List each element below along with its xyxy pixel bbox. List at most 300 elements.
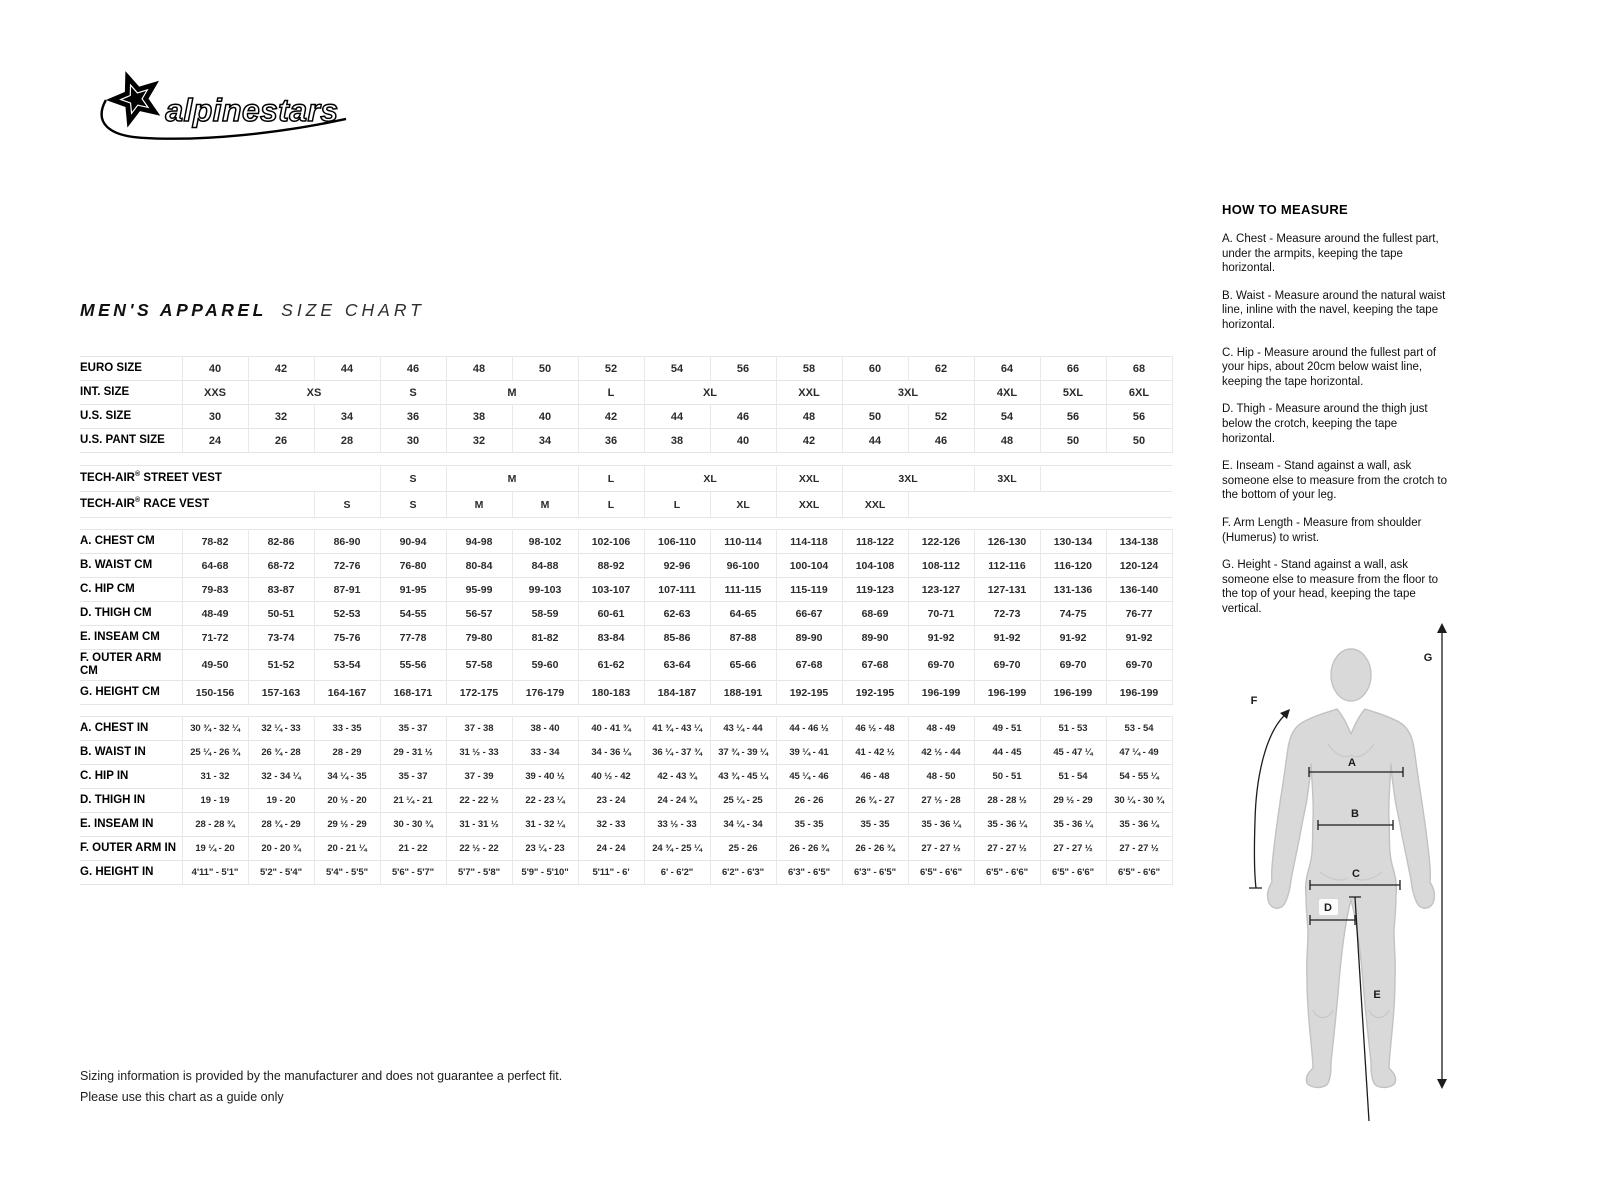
size-cell: 115-119 xyxy=(776,578,842,602)
table-row xyxy=(80,405,1172,429)
size-cell: 96-100 xyxy=(710,554,776,578)
size-cell: 54 - 55 ¼ xyxy=(1106,765,1172,789)
size-cell: XXS xyxy=(182,381,248,405)
size-cell: 69-70 xyxy=(908,650,974,681)
size-cell: M xyxy=(446,492,512,518)
size-cell: 24 - 24 xyxy=(578,837,644,861)
size-cell: 184-187 xyxy=(644,681,710,705)
size-cell: 46 xyxy=(380,357,446,381)
size-cell: 50 - 51 xyxy=(974,765,1040,789)
row-label: B. WAIST CM xyxy=(80,558,153,571)
table-row xyxy=(80,741,1172,765)
size-cell: 87-91 xyxy=(314,578,380,602)
size-cell: 104-108 xyxy=(842,554,908,578)
size-cell: 54-55 xyxy=(380,602,446,626)
size-cell: XL xyxy=(644,466,776,492)
size-cell: 6'3" - 6'5" xyxy=(842,861,908,885)
size-cell: 48 xyxy=(776,405,842,429)
size-cell: 77-78 xyxy=(380,626,446,650)
size-cell: 21 - 22 xyxy=(380,837,446,861)
size-cell: 50-51 xyxy=(248,602,314,626)
size-cell: 20 - 20 ¾ xyxy=(248,837,314,861)
size-cell: 28 - 28 ½ xyxy=(974,789,1040,813)
size-cell: XL xyxy=(710,492,776,518)
table-row xyxy=(80,530,1172,554)
size-cell: 91-92 xyxy=(908,626,974,650)
size-cell: 112-116 xyxy=(974,554,1040,578)
size-cell: 66-67 xyxy=(776,602,842,626)
blank-cell xyxy=(1040,466,1172,492)
size-cell: 68 xyxy=(1106,357,1172,381)
table-row xyxy=(80,429,1172,453)
size-cell: 81-82 xyxy=(512,626,578,650)
size-cell: 22 - 22 ½ xyxy=(446,789,512,813)
size-cell: 26 - 26 ¾ xyxy=(776,837,842,861)
figure-label-thigh: D xyxy=(1324,902,1332,914)
measure-instruction: G. Height - Stand against a wall, ask someone else to measure from the floor to the top of your head, keeping the tape vertical. xyxy=(1222,559,1439,615)
size-cell: 35 - 36 ¼ xyxy=(908,813,974,837)
size-cell: 56 xyxy=(1040,405,1106,429)
size-cell: 3XL xyxy=(842,466,974,492)
size-cell: 98-102 xyxy=(512,530,578,554)
table-group-vest xyxy=(80,465,1172,518)
size-cell: 29 - 31 ½ xyxy=(380,741,446,765)
page-title xyxy=(80,300,425,321)
size-cell: 56 xyxy=(710,357,776,381)
size-cell: 46 xyxy=(908,429,974,453)
table-row xyxy=(80,492,1172,518)
table-row xyxy=(80,466,1172,492)
size-cell: 32 - 34 ¼ xyxy=(248,765,314,789)
alpinestars-wordmark: alpinestars xyxy=(165,91,339,128)
size-cell: 52 xyxy=(578,357,644,381)
size-cell: 5XL xyxy=(1040,381,1106,405)
size-cell: 48 xyxy=(974,429,1040,453)
measure-instruction: F. Arm Length - Measure from shoulder (Humerus) to wrist. xyxy=(1222,516,1422,544)
footer-line-1: Sizing information is provided by the manufacturer and does not guarantee a perfect fit. xyxy=(80,1069,563,1083)
table-row xyxy=(80,626,1172,650)
size-cell: 69-70 xyxy=(1040,650,1106,681)
size-cell: 196-199 xyxy=(908,681,974,705)
size-cell: 188-191 xyxy=(710,681,776,705)
size-cell: 53-54 xyxy=(314,650,380,681)
size-cell: 51 - 53 xyxy=(1040,717,1106,741)
size-cell: 114-118 xyxy=(776,530,842,554)
size-cell: 50 xyxy=(1106,429,1172,453)
size-cell: 26 ¾ - 28 xyxy=(248,741,314,765)
size-cell: 24 - 24 ¾ xyxy=(644,789,710,813)
size-cell: 103-107 xyxy=(578,578,644,602)
size-cell: 6XL xyxy=(1106,381,1172,405)
size-cell: 36 xyxy=(380,405,446,429)
size-cell: 91-92 xyxy=(1106,626,1172,650)
size-cell: 46 ½ - 48 xyxy=(842,717,908,741)
size-cell: 19 - 20 xyxy=(248,789,314,813)
size-cell: XXL xyxy=(776,492,842,518)
size-cell: 55-56 xyxy=(380,650,446,681)
measure-instruction: C. Hip - Measure around the fullest part of your hips, about 20cm below waist line, keeping the tape horizontal. xyxy=(1222,346,1437,388)
size-cell: 116-120 xyxy=(1040,554,1106,578)
size-cell: 90-94 xyxy=(380,530,446,554)
size-cell: 56 xyxy=(1106,405,1172,429)
row-label: U.S. SIZE xyxy=(80,409,132,422)
size-cell: 126-130 xyxy=(974,530,1040,554)
row-label: TECH-AIR® RACE VEST xyxy=(80,497,210,511)
size-cell: 26 - 26 xyxy=(776,789,842,813)
size-cell: 37 - 38 xyxy=(446,717,512,741)
size-cell: 27 - 27 ½ xyxy=(1040,837,1106,861)
size-cell: 34 ¼ - 35 xyxy=(314,765,380,789)
measure-instruction: E. Inseam - Stand against a wall, ask someone else to measure from the crotch to the bottom of your leg. xyxy=(1222,460,1447,502)
size-cell: 58-59 xyxy=(512,602,578,626)
size-cell: 64-65 xyxy=(710,602,776,626)
size-cell: 91-92 xyxy=(974,626,1040,650)
size-cell: 66 xyxy=(1040,357,1106,381)
size-cell: 57-58 xyxy=(446,650,512,681)
size-cell: 39 ¼ - 41 xyxy=(776,741,842,765)
size-cell: 36 ¼ - 37 ¾ xyxy=(644,741,710,765)
size-cell: 164-167 xyxy=(314,681,380,705)
size-cell: 31 - 32 ¼ xyxy=(512,813,578,837)
size-cell: 22 - 23 ¼ xyxy=(512,789,578,813)
size-cell: 25 - 26 xyxy=(710,837,776,861)
size-cell: 42 xyxy=(776,429,842,453)
size-cell: 39 - 40 ½ xyxy=(512,765,578,789)
figure-label-hip: C xyxy=(1352,868,1360,880)
footer-line-2: Please use this chart as a guide only xyxy=(80,1089,284,1104)
size-cell: 36 xyxy=(578,429,644,453)
size-cell: 120-124 xyxy=(1106,554,1172,578)
size-cell: 44 - 45 xyxy=(974,741,1040,765)
size-cell: 25 ¼ - 26 ¾ xyxy=(182,741,248,765)
size-cell: 27 - 27 ½ xyxy=(1106,837,1172,861)
size-cell: 95-99 xyxy=(446,578,512,602)
size-cell: 26 ¾ - 27 xyxy=(842,789,908,813)
size-cell: XXL xyxy=(776,381,842,405)
size-cell: 30 - 30 ¾ xyxy=(380,813,446,837)
how-to-measure-heading: HOW TO MEASURE xyxy=(1222,202,1349,217)
size-cell: 46 - 48 xyxy=(842,765,908,789)
size-cell: 34 xyxy=(314,405,380,429)
size-cell: 196-199 xyxy=(1040,681,1106,705)
table-row xyxy=(80,681,1172,705)
size-cell: 58 xyxy=(776,357,842,381)
size-cell: 31 ½ - 33 xyxy=(446,741,512,765)
blank-cell xyxy=(908,492,1172,518)
size-cell: 48-49 xyxy=(182,602,248,626)
size-cell: 19 ¼ - 20 xyxy=(182,837,248,861)
size-cell: 150-156 xyxy=(182,681,248,705)
size-cell: 106-110 xyxy=(644,530,710,554)
size-cell: 82-86 xyxy=(248,530,314,554)
size-cell: XXL xyxy=(776,466,842,492)
size-cell: 40 xyxy=(182,357,248,381)
size-cell: 32 ¼ - 33 xyxy=(248,717,314,741)
size-cell: 5'6" - 5'7" xyxy=(380,861,446,885)
size-cell: 127-131 xyxy=(974,578,1040,602)
size-cell: L xyxy=(578,466,644,492)
size-cell: 6'5" - 6'6" xyxy=(974,861,1040,885)
alpinestars-logo xyxy=(84,66,352,148)
body-figure xyxy=(1228,616,1450,1136)
size-cell: 157-163 xyxy=(248,681,314,705)
size-cell: 40 xyxy=(512,405,578,429)
size-cell: 28 - 28 ¾ xyxy=(182,813,248,837)
size-cell: 20 - 21 ¼ xyxy=(314,837,380,861)
figure-head xyxy=(1331,649,1371,701)
size-cell: 130-134 xyxy=(1040,530,1106,554)
size-cell: 23 - 24 xyxy=(578,789,644,813)
size-cell: 29 ½ - 29 xyxy=(314,813,380,837)
size-cell: 86-90 xyxy=(314,530,380,554)
size-cell: 46 xyxy=(710,405,776,429)
size-cell: 110-114 xyxy=(710,530,776,554)
height-arrow-bottom xyxy=(1437,1079,1447,1089)
size-cell: 67-68 xyxy=(776,650,842,681)
size-cell: 20 ½ - 20 xyxy=(314,789,380,813)
size-cell: 3XL xyxy=(842,381,974,405)
size-cell: 32 xyxy=(446,429,512,453)
size-cell: 122-126 xyxy=(908,530,974,554)
row-label: F. OUTER ARM CM xyxy=(80,652,162,678)
size-cell: 45 - 47 ¼ xyxy=(1040,741,1106,765)
size-cell: 26 - 26 ¾ xyxy=(842,837,908,861)
size-cell: 35 - 37 xyxy=(380,717,446,741)
size-cell: 50 xyxy=(1040,429,1106,453)
row-label: E. INSEAM IN xyxy=(80,818,154,831)
size-cell: 27 - 27 ½ xyxy=(908,837,974,861)
size-cell: 40 xyxy=(710,429,776,453)
size-cell: 27 ½ - 28 xyxy=(908,789,974,813)
figure-label-inseam: E xyxy=(1373,989,1381,1001)
row-label: G. HEIGHT IN xyxy=(80,866,154,879)
size-cell: 176-179 xyxy=(512,681,578,705)
arm-line-arrow xyxy=(1280,709,1290,719)
table-row xyxy=(80,789,1172,813)
size-cell: XS xyxy=(248,381,380,405)
size-cell: 123-127 xyxy=(908,578,974,602)
table-row xyxy=(80,717,1172,741)
size-cell: 111-115 xyxy=(710,578,776,602)
size-cell: M xyxy=(446,381,578,405)
size-cell: 6'3" - 6'5" xyxy=(776,861,842,885)
measure-instruction: B. Waist - Measure around the natural waist line, inline with the navel, keeping the tape horizontal. xyxy=(1222,289,1446,331)
size-cell: 34 - 36 ¼ xyxy=(578,741,644,765)
size-cell: 5'2" - 5'4" xyxy=(248,861,314,885)
size-cell: 43 ¾ - 45 ¼ xyxy=(710,765,776,789)
size-cell: 48 - 50 xyxy=(908,765,974,789)
size-cell: 33 - 35 xyxy=(314,717,380,741)
size-cell: 79-83 xyxy=(182,578,248,602)
size-cell: 75-76 xyxy=(314,626,380,650)
size-cell: 35 - 36 ¼ xyxy=(1040,813,1106,837)
size-cell: 29 ½ - 29 xyxy=(1040,789,1106,813)
size-cell: 35 - 35 xyxy=(776,813,842,837)
row-label: C. HIP IN xyxy=(80,770,129,783)
size-cell: 91-92 xyxy=(1040,626,1106,650)
size-cell: 91-95 xyxy=(380,578,446,602)
size-cell: 44 xyxy=(644,405,710,429)
table-row xyxy=(80,765,1172,789)
size-cell: 54 xyxy=(644,357,710,381)
size-cell: 63-64 xyxy=(644,650,710,681)
size-cell: 5'7" - 5'8" xyxy=(446,861,512,885)
measure-instruction: A. Chest - Measure around the fullest part, under the armpits, keeping the tape horizontal. xyxy=(1222,233,1439,275)
size-cell: M xyxy=(446,466,578,492)
size-cell: 30 xyxy=(380,429,446,453)
size-cell: 35 - 35 xyxy=(842,813,908,837)
size-cell: 48 - 49 xyxy=(908,717,974,741)
size-cell: 68-69 xyxy=(842,602,908,626)
table-row xyxy=(80,554,1172,578)
size-cell: 5'4" - 5'5" xyxy=(314,861,380,885)
size-cell: S xyxy=(380,381,446,405)
size-cell: 50 xyxy=(512,357,578,381)
size-cell: 24 ¾ - 25 ¼ xyxy=(644,837,710,861)
body-figure-graphic xyxy=(1228,616,1450,1131)
size-cell: 34 ¼ - 34 xyxy=(710,813,776,837)
size-cell: 83-84 xyxy=(578,626,644,650)
size-cell: L xyxy=(644,492,710,518)
size-cell: 40 - 41 ¾ xyxy=(578,717,644,741)
size-cell: 40 ½ - 42 xyxy=(578,765,644,789)
size-cell: L xyxy=(578,381,644,405)
size-cell: 42 xyxy=(578,405,644,429)
size-cell: L xyxy=(578,492,644,518)
size-cell: 172-175 xyxy=(446,681,512,705)
size-cell: 4XL xyxy=(974,381,1040,405)
table-row xyxy=(80,650,1172,681)
row-label: G. HEIGHT CM xyxy=(80,686,160,699)
size-cell: 37 ¾ - 39 ¼ xyxy=(710,741,776,765)
size-cell: 102-106 xyxy=(578,530,644,554)
row-label: TECH-AIR® STREET VEST xyxy=(80,471,222,485)
size-cell: 6' - 6'2" xyxy=(644,861,710,885)
size-cell: S xyxy=(380,492,446,518)
table-row xyxy=(80,357,1172,381)
size-cell: 76-77 xyxy=(1106,602,1172,626)
size-cell: 5'11" - 6' xyxy=(578,861,644,885)
size-cell: 79-80 xyxy=(446,626,512,650)
row-label: EURO SIZE xyxy=(80,361,142,374)
alpinestars-logo-graphic xyxy=(84,66,352,148)
size-cell: 6'5" - 6'6" xyxy=(1040,861,1106,885)
size-cell: 68-72 xyxy=(248,554,314,578)
size-cell: XL xyxy=(644,381,776,405)
size-cell: 6'5" - 6'6" xyxy=(1106,861,1172,885)
size-cell: 67-68 xyxy=(842,650,908,681)
size-cell: 44 xyxy=(842,429,908,453)
table-row xyxy=(80,381,1172,405)
size-cell: 192-195 xyxy=(776,681,842,705)
size-cell: 74-75 xyxy=(1040,602,1106,626)
size-cell: 52-53 xyxy=(314,602,380,626)
size-cell: 22 ½ - 22 xyxy=(446,837,512,861)
size-cell: 60-61 xyxy=(578,602,644,626)
size-cell: 27 - 27 ½ xyxy=(974,837,1040,861)
size-cell: 42 - 43 ¾ xyxy=(644,765,710,789)
size-cell: 6'2" - 6'3" xyxy=(710,861,776,885)
size-cell: 31 - 31 ½ xyxy=(446,813,512,837)
size-cell: 54 xyxy=(974,405,1040,429)
size-cell: 3XL xyxy=(974,466,1040,492)
size-cell: 70-71 xyxy=(908,602,974,626)
size-cell: 89-90 xyxy=(776,626,842,650)
table-row xyxy=(80,861,1172,885)
size-cell: 31 - 32 xyxy=(182,765,248,789)
size-cell: 30 xyxy=(182,405,248,429)
size-cell: 51-52 xyxy=(248,650,314,681)
size-cell: 131-136 xyxy=(1040,578,1106,602)
size-cell: 49-50 xyxy=(182,650,248,681)
size-cell: 65-66 xyxy=(710,650,776,681)
size-cell: 34 xyxy=(512,429,578,453)
table-row xyxy=(80,813,1172,837)
table-group-in xyxy=(80,716,1173,885)
size-cell: 25 ¼ - 25 xyxy=(710,789,776,813)
size-cell: 136-140 xyxy=(1106,578,1172,602)
size-cell: 44 - 46 ½ xyxy=(776,717,842,741)
figure-label-arm: F xyxy=(1250,695,1258,707)
size-cell: 83-87 xyxy=(248,578,314,602)
size-cell: 69-70 xyxy=(1106,650,1172,681)
size-cell: 168-171 xyxy=(380,681,446,705)
how-to-measure-list xyxy=(1222,232,1452,616)
size-cell: 73-74 xyxy=(248,626,314,650)
size-cell: 6'5" - 6'6" xyxy=(908,861,974,885)
size-cell: 88-92 xyxy=(578,554,644,578)
row-label: A. CHEST IN xyxy=(80,722,149,735)
table-row xyxy=(80,578,1172,602)
size-cell: 26 xyxy=(248,429,314,453)
size-cell: 5'9" - 5'10" xyxy=(512,861,578,885)
row-label: E. INSEAM CM xyxy=(80,630,160,643)
height-arrow-top xyxy=(1437,623,1447,633)
size-cell: XXL xyxy=(842,492,908,518)
row-label: F. OUTER ARM IN xyxy=(80,842,177,855)
star-icon xyxy=(106,71,160,128)
size-cell: 107-111 xyxy=(644,578,710,602)
table-row xyxy=(80,837,1172,861)
size-chart-tables xyxy=(80,356,1172,885)
size-cell: 78-82 xyxy=(182,530,248,554)
size-cell: 52 xyxy=(908,405,974,429)
size-cell: 53 - 54 xyxy=(1106,717,1172,741)
size-cell: 62-63 xyxy=(644,602,710,626)
size-cell: 42 ½ - 44 xyxy=(908,741,974,765)
table-row xyxy=(80,602,1172,626)
size-cell: 41 - 42 ½ xyxy=(842,741,908,765)
footer-note xyxy=(80,1066,562,1107)
size-cell: 37 - 39 xyxy=(446,765,512,789)
size-cell: 48 xyxy=(446,357,512,381)
size-cell: 71-72 xyxy=(182,626,248,650)
row-label: INT. SIZE xyxy=(80,385,130,398)
size-cell: 38 - 40 xyxy=(512,717,578,741)
size-cell: 33 ½ - 33 xyxy=(644,813,710,837)
size-cell: 49 - 51 xyxy=(974,717,1040,741)
size-cell: 64 xyxy=(974,357,1040,381)
size-cell: 80-84 xyxy=(446,554,512,578)
size-cell: 94-98 xyxy=(446,530,512,554)
size-cell: 56-57 xyxy=(446,602,512,626)
size-cell: S xyxy=(314,492,380,518)
size-cell: 134-138 xyxy=(1106,530,1172,554)
size-cell: 192-195 xyxy=(842,681,908,705)
size-cell: 35 - 36 ¼ xyxy=(974,813,1040,837)
size-cell: 61-62 xyxy=(578,650,644,681)
size-cell: 38 xyxy=(644,429,710,453)
